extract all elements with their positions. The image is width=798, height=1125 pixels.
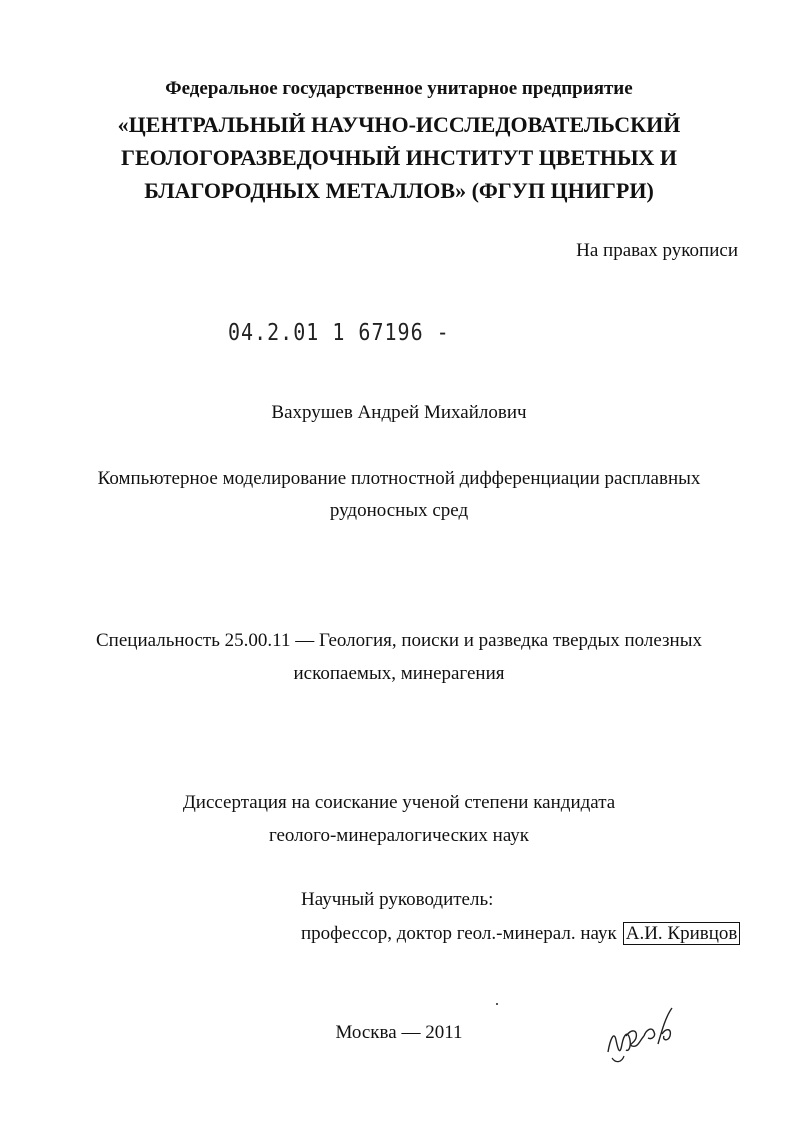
organization-type: Федеральное государственное унитарное предприятие (165, 78, 633, 99)
organization-name-line-1: «ЦЕНТРАЛЬНЫЙ НАУЧНО-ИССЛЕДОВАТЕЛЬСКИЙ (117, 112, 681, 137)
degree-line-2: геолого-минералогических наук (268, 825, 530, 846)
author-name: Вахрушев Андрей Михайлович (271, 402, 527, 423)
scan-speck (496, 1003, 498, 1005)
library-stamp-number: 04.2.01 1 67196 - (228, 318, 450, 346)
rights-note: На правах рукописи (576, 240, 738, 261)
supervisor-line (301, 923, 740, 945)
degree-line-1: Диссертация на соискание ученой степени кандидата (182, 792, 616, 813)
organization-name-line-3: БЛАГОРОДНЫХ МЕТАЛЛОВ» (ФГУП ЦНИГРИ) (144, 178, 654, 203)
supervisor-position: профессор, доктор геол.-минерал. наук (301, 923, 617, 944)
dissertation-title-line-2: рудоносных сред (329, 500, 469, 521)
handwritten-signature (602, 1000, 682, 1070)
city-year: Москва — 2011 (335, 1022, 463, 1043)
specialty-line-2: ископаемых, минерагения (293, 663, 505, 684)
dissertation-title-line-1: Компьютерное моделирование плотностной дифференциации расплавных (97, 468, 701, 489)
organization-name-line-2: ГЕОЛОГОРАЗВЕДОЧНЫЙ ИНСТИТУТ ЦВЕТНЫХ И (120, 145, 678, 170)
supervisor-name-box: А.И. Кривцов (623, 922, 741, 945)
supervisor-label: Научный руководитель: (301, 889, 494, 910)
specialty-line-1: Специальность 25.00.11 — Геология, поиски и разведка твердых полезных (96, 630, 702, 651)
